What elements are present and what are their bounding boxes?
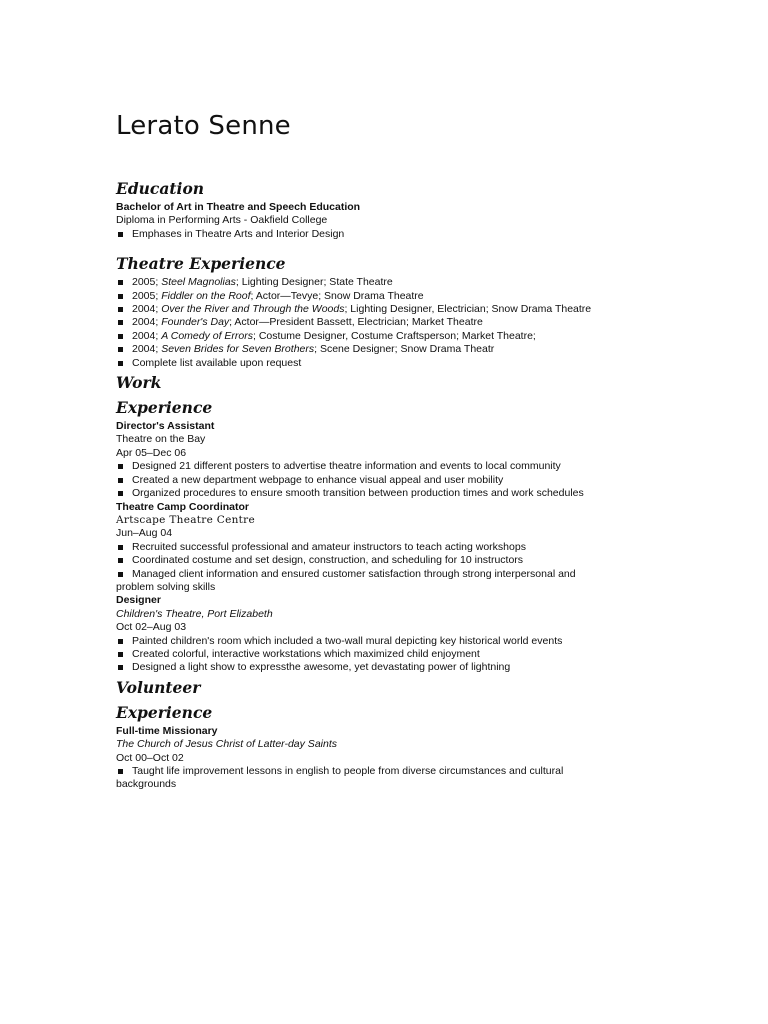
list-item bbox=[116, 276, 726, 289]
job-dates: Jun–Aug 04 bbox=[116, 527, 173, 540]
resume-content bbox=[116, 176, 726, 792]
education-section bbox=[116, 176, 726, 241]
production-title: Over the River and Through the Woods bbox=[161, 303, 345, 316]
job-entry bbox=[116, 501, 726, 595]
list-item: Coordinated costume and set design, construction, and scheduling for 10 instructors bbox=[116, 554, 726, 567]
job-bullets bbox=[116, 541, 726, 595]
job-organization: The Church of Jesus Christ of Latter-day Saints bbox=[116, 738, 337, 751]
list-item bbox=[116, 357, 726, 370]
list-item: Taught life improvement lessons in english to people from diverse circumstances and cultural backgrounds bbox=[116, 765, 596, 792]
list-item: Recruited successful professional and amateur instructors to teach acting workshops bbox=[116, 541, 726, 554]
role: ; Actor—Tevye; Snow Drama Theatre bbox=[250, 289, 424, 302]
job-organization: Artscape Theatre Centre bbox=[116, 513, 256, 526]
job-title: Director's Assistant bbox=[116, 420, 215, 433]
job-bullets bbox=[116, 765, 726, 792]
list-item bbox=[116, 316, 726, 329]
role: ; Costume Designer, Costume Craftsperson; Market Theatre; bbox=[253, 329, 536, 342]
production-title: Founder's Day bbox=[161, 316, 230, 329]
list-item bbox=[116, 330, 726, 343]
role: ; Lighting Designer, Electrician; Snow Drama Theatre bbox=[344, 303, 592, 316]
year: 2004; bbox=[132, 343, 162, 356]
volunteer-section bbox=[116, 675, 726, 792]
job-dates: Oct 00–Oct 02 bbox=[116, 751, 184, 764]
year: 2005; bbox=[132, 289, 162, 302]
job-organization: Children's Theatre, Port Elizabeth bbox=[116, 607, 273, 620]
volunteer-heading-line2: Experience bbox=[116, 702, 213, 722]
job-dates: Apr 05–Dec 06 bbox=[116, 446, 187, 459]
production-title: A Comedy of Errors bbox=[161, 329, 254, 342]
year: 2004; bbox=[132, 316, 162, 329]
role: ; Scene Designer; Snow Drama Theatr bbox=[314, 343, 495, 356]
production-title: Steel Magnolias bbox=[161, 276, 236, 289]
list-item bbox=[116, 290, 726, 303]
year: 2004; bbox=[132, 329, 162, 342]
education-heading: Education bbox=[116, 179, 205, 198]
job-organization: Theatre on the Bay bbox=[116, 433, 206, 446]
production-title: Seven Brides for Seven Brothers bbox=[161, 343, 315, 356]
job-title: Theatre Camp Coordinator bbox=[116, 500, 250, 513]
year: 2005; bbox=[132, 276, 162, 289]
degree: Bachelor of Art in Theatre and Speech Education bbox=[116, 201, 361, 213]
role: ; Actor—President Bassett, Electrician; Market Theatre bbox=[229, 316, 483, 329]
work-heading-line1: Work bbox=[116, 373, 162, 393]
diploma: Diploma in Performing Arts - Oakfield College bbox=[116, 214, 328, 227]
job-title: Designer bbox=[116, 594, 161, 607]
list-item: Managed client information and ensured customer satisfaction through strong interpersonal and problem solving skills bbox=[116, 568, 596, 595]
theatre-section bbox=[116, 251, 726, 370]
list-item: Painted children's room which included a two-wall mural depicting key historical world events bbox=[116, 635, 726, 648]
candidate-name: Lerato Senne bbox=[116, 111, 291, 141]
list-item: Emphases in Theatre Arts and Interior Design bbox=[116, 228, 726, 241]
volunteer-heading-line1: Volunteer bbox=[116, 677, 201, 697]
list-item bbox=[116, 343, 726, 356]
production-title: Fiddler on the Roof bbox=[161, 289, 251, 302]
year: 2004; bbox=[132, 303, 162, 316]
job-bullets bbox=[116, 635, 726, 675]
education-bullets bbox=[116, 228, 726, 241]
theatre-heading: Theatre Experience bbox=[116, 254, 286, 274]
list-item: Designed a light show to expressthe awesome, yet devastating power of lightning bbox=[116, 661, 726, 674]
list-item: Organized procedures to ensure smooth transition between production times and work schedules bbox=[116, 487, 726, 500]
note: Complete list available upon request bbox=[132, 356, 302, 369]
list-item bbox=[116, 303, 726, 316]
job-entry bbox=[116, 725, 726, 792]
job-dates: Oct 02–Aug 03 bbox=[116, 621, 187, 634]
job-entry bbox=[116, 420, 726, 500]
job-bullets bbox=[116, 460, 726, 500]
list-item: Designed 21 different posters to advertise theatre information and events to local community bbox=[116, 460, 726, 473]
work-section bbox=[116, 370, 726, 675]
theatre-list bbox=[116, 276, 726, 370]
list-item: Created a new department webpage to enhance visual appeal and user mobility bbox=[116, 474, 726, 487]
work-heading-line2: Experience bbox=[116, 398, 213, 418]
job-entry bbox=[116, 594, 726, 674]
job-title: Full-time Missionary bbox=[116, 724, 218, 737]
role: ; Lighting Designer; State Theatre bbox=[235, 276, 393, 289]
list-item: Created colorful, interactive workstations which maximized child enjoyment bbox=[116, 648, 726, 661]
